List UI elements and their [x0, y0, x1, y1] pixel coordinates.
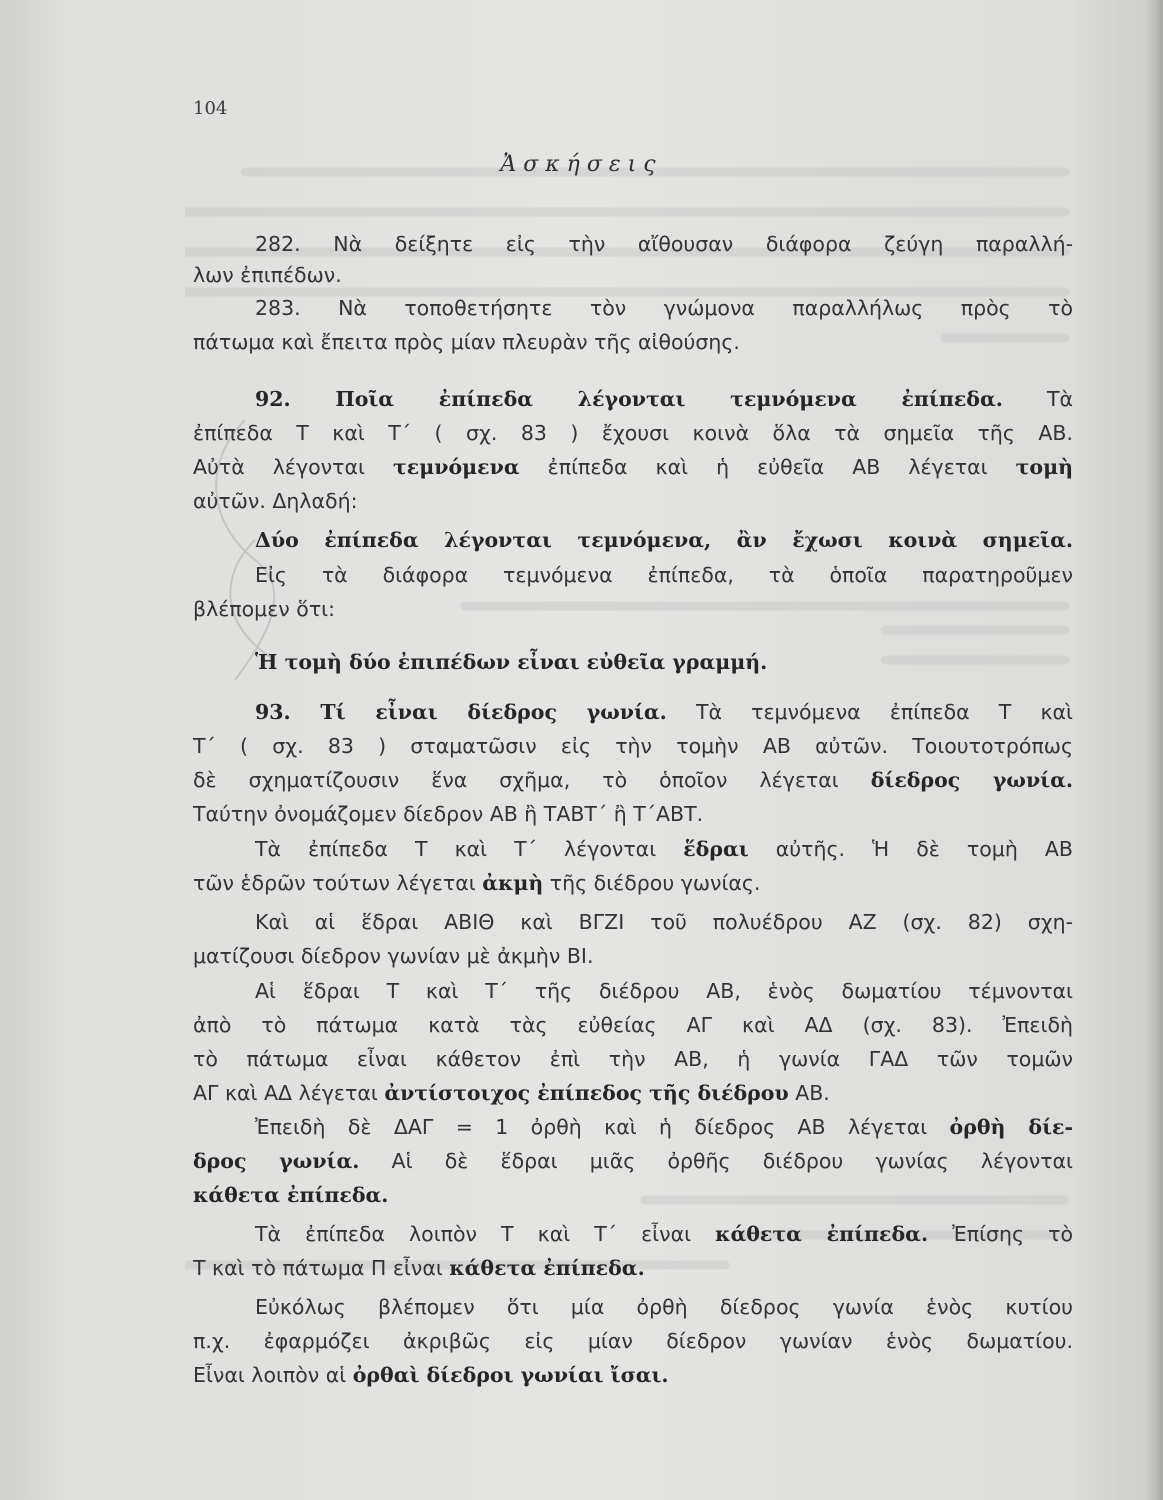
text-line: Αὐτὰ λέγονται τεμνόμενα ἐπίπεδα καὶ ἡ εὐθεῖα ΑΒ λέγεται τομὴ	[193, 455, 1073, 479]
text-line: λων ἐπιπέδων.	[193, 263, 342, 287]
definition-rule-2: Ἡ τομὴ δύο ἐπιπέδων εἶναι εὐθεῖα γραμμή.	[255, 650, 768, 674]
text-line: Αἱ ἕδραι Τ καὶ Τ΄ τῆς διέδρου ΑΒ, ἑνὸς δωματίου τέμνονται	[255, 979, 1073, 1003]
text-line: Τ΄ ( σχ. 83 ) σταματῶσιν εἰς τὴν τομὴν ΑΒ αὐτῶν. Τοιουτοτρόπως	[193, 734, 1073, 758]
text-line: αὐτῶν. Δηλαδή:	[193, 489, 358, 513]
text-line: Εἶναι λοιπὸν αἱ ὀρθαὶ δίεδροι γωνίαι ἴσαι.	[193, 1363, 669, 1387]
page-edge-shadow	[1145, 0, 1163, 1500]
text-line: π.χ. ἐφαρμόζει ἀκριβῶς εἰς μίαν δίεδρον γωνίαν ἑνὸς δωματίου.	[193, 1329, 1073, 1353]
text-line: κάθετα ἐπίπεδα.	[193, 1183, 389, 1207]
text-line: Τὰ ἐπίπεδα Τ καὶ Τ΄ λέγονται ἕδραι αὐτῆς. Ἡ δὲ τομὴ ΑΒ	[255, 837, 1073, 861]
page-number: 104	[193, 98, 228, 119]
text-line: Καὶ αἱ ἕδραι ΑΒΙΘ καὶ ΒΓΖΙ τοῦ πολυέδρου ΑΖ (σχ. 82) σχη-	[255, 910, 1073, 934]
text-line: ΑΓ καὶ ΑΔ λέγεται ἀντίστοιχος ἐπίπεδος τῆς διέδρου ΑΒ.	[193, 1081, 830, 1105]
text-line: τῶν ἑδρῶν τούτων λέγεται ἀκμὴ τῆς διέδρου γωνίας.	[193, 871, 761, 895]
section-92	[193, 384, 1073, 678]
text-line: ἀπὸ τὸ πάτωμα κατὰ τὰς εὐθείας ΑΓ καὶ ΑΔ (σχ. 83). Ἐπειδὴ	[193, 1013, 1073, 1037]
section-93-title: 93. Τί εἶναι δίεδρος γωνία.	[255, 700, 667, 724]
text-line: ἐπίπεδα Τ καὶ Τ΄ ( σχ. 83 ) ἔχουσι κοινὰ ὅλα τὰ σημεῖα τῆς ΑΒ.	[193, 421, 1073, 445]
section-93-title-line: 93. Τί εἶναι δίεδρος γωνία. Τὰ τεμνόμενα ἐπίπεδα Τ καὶ	[255, 700, 1073, 724]
text-line: Εὐκόλως βλέπομεν ὅτι μία ὀρθὴ δίεδρος γωνία ἑνὸς κυτίου	[255, 1295, 1073, 1319]
text-line: πάτωμα καὶ ἔπειτα πρὸς μίαν πλευρὰν τῆς αἰθούσης.	[193, 330, 740, 354]
section-92-title: 92. Ποῖα ἐπίπεδα λέγονται τεμνόμενα ἐπίπεδα.	[255, 387, 1003, 411]
text-line: Ταύτην ὀνομάζομεν δίεδρον ΑΒ ἢ ΤΑΒΤ΄ ἢ Τ΄ΑΒΤ.	[193, 802, 704, 826]
text-line: Τὰ ἐπίπεδα λοιπὸν Τ καὶ Τ΄ εἶναι κάθετα ἐπίπεδα. Ἐπίσης τὸ	[255, 1222, 1073, 1246]
text-line: βλέπομεν ὅτι:	[193, 597, 335, 621]
text-line: 283. Νὰ τοποθετήσητε τὸν γνώμονα παραλλήλως πρὸς τὸ	[255, 296, 1073, 320]
section-93	[193, 697, 1073, 1391]
text-line: δρος γωνία. Αἱ δὲ ἕδραι μιᾶς ὀρθῆς διέδρου γωνίας λέγονται	[193, 1149, 1073, 1173]
exercises-block	[193, 229, 1073, 358]
text-line: Ἐπειδὴ δὲ ΔΑΓ = 1 ὀρθὴ καὶ ἡ δίεδρος ΑΒ λέγεται ὀρθὴ δίε-	[255, 1115, 1073, 1139]
text-line: Τ καὶ τὸ πάτωμα Π εἶναι κάθετα ἐπίπεδα.	[193, 1256, 645, 1280]
section-heading: Ἀσκήσεις	[500, 152, 663, 177]
text-line: Εἰς τὰ διάφορα τεμνόμενα ἐπίπεδα, τὰ ὁποῖα παρατηροῦμεν	[255, 563, 1073, 587]
section-92-title-line: 92. Ποῖα ἐπίπεδα λέγονται τεμνόμενα ἐπίπεδα. Τὰ	[255, 387, 1073, 411]
text-line: δὲ σχηματίζουσιν ἕνα σχῆμα, τὸ ὁποῖον λέγεται δίεδρος γωνία.	[193, 768, 1073, 792]
text-line: 282. Νὰ δείξητε εἰς τὴν αἴθουσαν διάφορα ζεύγη παραλλή-	[255, 232, 1073, 256]
definition-rule: Δύο ἐπίπεδα λέγονται τεμνόμενα, ἂν ἔχωσι κοινὰ σημεῖα.	[255, 528, 1073, 552]
text-line: τὸ πάτωμα εἶναι κάθετον ἐπὶ τὴν ΑΒ, ἡ γωνία ΓΑΔ τῶν τομῶν	[193, 1047, 1073, 1071]
text-line: ματίζουσι δίεδρον γωνίαν μὲ ἀκμὴν ΒΙ.	[193, 944, 594, 968]
